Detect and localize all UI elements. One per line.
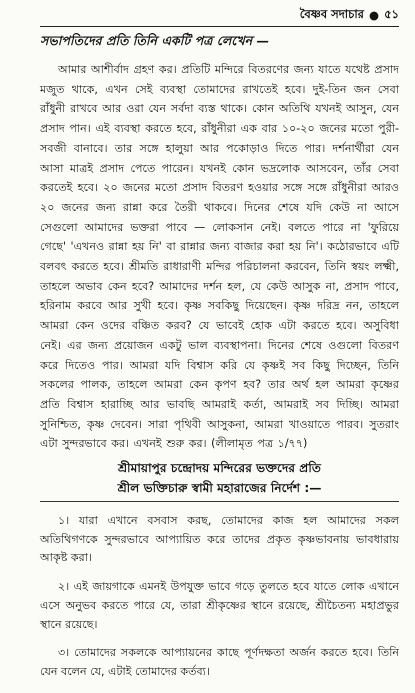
instruction-item-1: ১। যারা এখানে বসবাস করছ, তোমাদের কাজ হল আমাদের সকল অতিথিগণকে সুন্দরভাবে আপ্যায়িত করে তাদের প্রকৃত কৃষ্ণভাবনায় ভাবধারায় আকৃষ্ট করা। xyxy=(40,514,399,565)
page-number: ৫১ xyxy=(384,6,399,21)
heading-line-1: শ্রীমায়াপুর চন্দ্রোদয় মন্দিরের ভক্তদের প্রতি xyxy=(117,461,322,476)
letter-paragraph: আমার আশীর্বাদ গ্রহণ কর। প্রতিটি মন্দিরে বিতরণের জন্য যাতে যথেষ্ট প্রসাদ মজুত থাকে, এখন সেই ব্যবস্থা তোমাদের রাখতেই হবে। দুই-তিন জন সেবা রাঁধুনী রাখবে আর ওরা যেন সর্বদা ব্যস্ত থাকে। কোন অতিথি যখনই আসুন, যেন প্রসাদ পান। এই ব্যবস্থা করতে হবে, রাঁধুনীরা এক বার ১০-২০ জনের মতো পুরী-সবজী বানাবে। তার সঙ্গে হালুয়া আর পকোড়াও দিতে পার। দর্শনার্থীরা যেন আসা মাত্রই প্রসাদ পেতে পারেন। যখনই কোন ভদ্রলোক আসবেন, তাঁর সেবা করতেই হবে। ২০ জনের মতো প্রসাদ বিতরণ হওয়ার সঙ্গে সঙ্গে রাঁধুনীরা আরও ২০ জনের জন্য রান্না করে তৈরী থাকবে। দিনের শেষে যদি কেউ না আসে সেগুলো আমাদের ভক্তরা পাবে — লোকসান নেই। বলতে পারে না 'ফুরিয়ে গেছে' 'এখনও রান্না হয় নি' বা রান্নার জন্য বাজার করা হয় নি'। কঠোরভাবে এটি বলবৎ করতে হবে। শ্রীমতি রাধারাণী মন্দির পরিচালনা করবেন, তিনি স্বয়ং লক্ষ্মী, তাহলে অভাব কেন হবে? আমাদের দর্শন হল, যে কেউ আসুক না, প্রসাদ পাবে, হরিনাম করবে আর সুখী হবে। কৃষ্ণ সবকিছু দিয়েছেন। কৃষ্ণ দরিদ্র নন, তাহলে আমরা কেন ওদের বঞ্চিত করব? যে ভাবেই হোক এটা করতে হবে। অসুবিধা নেই। এর জন্য প্রয়োজন একটু ভাল ব্যবস্থাপনা। দিনের শেষে ওগুলো বিতরণ করে দিতেও পার। আমরা যদি বিশ্বাস করি যে কৃষ্ণই সব কিছু দিচ্ছেন, তিনি সকলের পালক, তাহলে আমরা কেন কৃপণ হব? তার অর্থ হল আমরা কৃষ্ণের প্রতি বিশ্বাস হারাচ্ছি আর ভাবছি আমরাই কর্তা, আমরাই সব দিচ্ছি। আমরা সুনিশ্চিত, কৃষ্ণ দেবেন। সারা পৃথিবী আসুকনা, আমরা খাওয়াতে পারব। সুতরাং এটা সুন্দরভাবে কর। এখনই শুরু কর। (লীলামৃত পত্র ১/৭৭) xyxy=(40,63,399,451)
bullet-icon: ● xyxy=(369,8,380,22)
section-heading xyxy=(40,458,399,498)
running-head xyxy=(40,6,399,24)
heading-rule xyxy=(40,501,399,502)
running-head-title: বৈষ্ণব সদাচার xyxy=(299,6,365,21)
instruction-item-3: ৩। তোমাদের সকলকে আপ্যায়নের কাছে পূর্ণদক্ষতা অর্জন করতে হবে। তিনি যেন বলেন যে, এটাই তোমাদের কর্তব্য। xyxy=(40,646,399,678)
heading-line-2: শ্রীল ভক্তিচারু স্বামী মহারাজের নির্দেশ :— xyxy=(117,481,322,496)
instruction-item-2: ২। এই জায়গাকে এমনই উপযুক্ত ভাবে গড়ে তুলতে হবে যাতে লোক এখানে এসে অনুভব করতে পারে যে, তারা শ্রীকৃষ্ণের স্থানে রয়েছে, শ্রীচৈতন্য মহাপ্রভুর স্থানে রয়েছে। xyxy=(40,580,399,631)
intro-line: সভাপতিদের প্রতি তিনি একটি পত্র লেখেন — xyxy=(40,33,270,48)
header-rule xyxy=(40,26,399,27)
